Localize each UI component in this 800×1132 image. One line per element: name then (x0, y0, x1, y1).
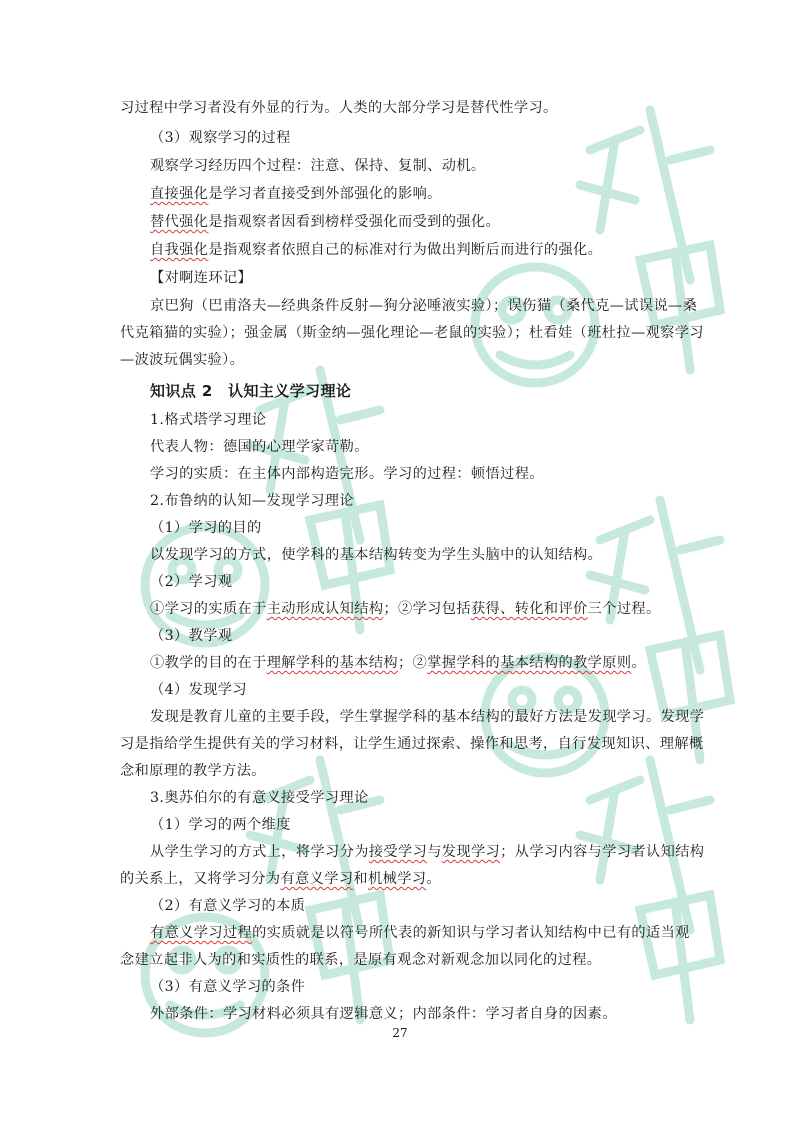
text-line: 习过程中学习者没有外显的行为。人类的大部分学习是替代性学习。 (120, 100, 558, 116)
underlined-term: 发现学习 (441, 844, 501, 860)
text-line: 习是指给学生提供有关的学习材料，让学生通过探索、操作和思考，自行发现知识、理解概 (120, 736, 704, 752)
definition-line (150, 240, 602, 260)
text-line: 学习的实质：在主体内部构造完形。学习的过程：顿悟过程。 (150, 466, 544, 482)
text-segment: ①学习的实质在于 (150, 601, 267, 617)
subsection-heading: 3.奥苏伯尔的有意义接受学习理论 (150, 790, 369, 806)
definition-line (150, 184, 442, 204)
definition-line (150, 212, 500, 232)
underlined-term: 理解学科的基本结构 (266, 655, 398, 671)
text-line: 代克箱猫的实验）；强金属（斯金纳—强化理论—老鼠的实验）；杜看娃（班杜拉—观察学习 (120, 325, 704, 341)
text-segment: 。 (631, 655, 647, 671)
section-heading: 知识点 2 认知主义学习理论 (150, 382, 352, 400)
subsection-heading: （3）教学观 (150, 628, 233, 644)
text-line: 以发现学习的方式，使学科的基本结构转变为学生头脑中的认知结构。 (150, 547, 603, 563)
text-segment: ①教学的目的在于 (150, 655, 267, 671)
subsection-heading: 1.格式塔学习理论 (150, 412, 267, 428)
underlined-term: 接受学习 (368, 844, 428, 860)
subsection-heading: 2.布鲁纳的认知—发现学习理论 (150, 493, 354, 509)
underlined-term: 直接强化 (150, 186, 209, 202)
text-segment: 的关系上，又将学习分为 (120, 871, 281, 887)
text-line (150, 653, 646, 673)
text-line (120, 869, 441, 889)
page-number: 27 (392, 1026, 408, 1040)
text-segment: ；从学习内容与学习者认知结构 (500, 844, 705, 860)
subsection-heading: （2）学习观 (150, 574, 233, 590)
definition-text: 是指观察者依照自己的标准对行为做出判断后而进行的强化。 (208, 242, 603, 258)
text-segment: 三个过程。 (587, 601, 661, 617)
underlined-term: 自我强化 (150, 242, 209, 258)
underlined-term: 主动形成认知结构 (266, 601, 384, 617)
subsection-heading: （3）观察学习的过程 (150, 130, 291, 146)
underlined-term: 机械学习 (368, 871, 427, 887)
text-line: 代表人物：德国的心理学家苛勒。 (150, 439, 369, 455)
text-line: 念建立起非人为的和实质性的联系，是原有观念对新观念加以同化的过程。 (120, 952, 602, 968)
subsection-heading: （1）学习的目的 (150, 520, 262, 536)
mnemonic-heading: 【对啊连环记】 (150, 270, 253, 286)
underlined-term: 掌握学科的基本结构的教学原则 (427, 655, 632, 671)
text-line: 外部条件：学习材料必须具有逻辑意义；内部条件：学习者自身的因素。 (150, 1006, 617, 1022)
definition-line (150, 923, 690, 943)
text-line: —波波玩偶实验）。 (120, 352, 245, 368)
underlined-term: 替代强化 (150, 214, 209, 230)
subsection-heading: （3）有意义学习的条件 (150, 979, 306, 995)
text-line: 京巴狗（巴甫洛夫—经典条件反射—狗分泌唾液实验）；误伤猫（桑代克—试误说—桑 (150, 298, 698, 314)
subsection-heading: （1）学习的两个维度 (150, 817, 291, 833)
definition-text: 是学习者直接受到外部强化的影响。 (208, 186, 442, 202)
definition-text: 是指观察者因看到榜样受强化而受到的强化。 (208, 214, 501, 230)
text-line: 发现是教育儿童的主要手段，学生掌握学科的基本结构的最好方法是发现学习。发现学 (150, 709, 705, 725)
definition-text: 的实质就是以符号所代表的新知识与学习者认知结构中已有的适当观 (252, 925, 690, 941)
text-line (150, 842, 704, 862)
underlined-term: 有意义学习 (280, 871, 354, 887)
text-segment: 从学生学习的方式上，将学习分为 (150, 844, 369, 860)
underlined-term: 有意义学习过程 (150, 925, 253, 941)
subsection-heading: （2）有意义学习的本质 (150, 898, 306, 914)
text-segment: 。 (426, 871, 441, 887)
text-line: 观察学习经历四个过程：注意、保持、复制、动机。 (150, 158, 486, 174)
text-segment: ；②学习包括 (383, 601, 471, 617)
subsection-heading: （4）发现学习 (150, 682, 247, 698)
underlined-term: 获得、转化和评价 (470, 601, 588, 617)
text-line: 念和原理的教学方法。 (120, 763, 266, 779)
text-line (150, 599, 661, 619)
text-segment: 与 (427, 844, 442, 860)
text-segment: 和 (353, 871, 369, 887)
text-segment: ；② (398, 655, 428, 671)
